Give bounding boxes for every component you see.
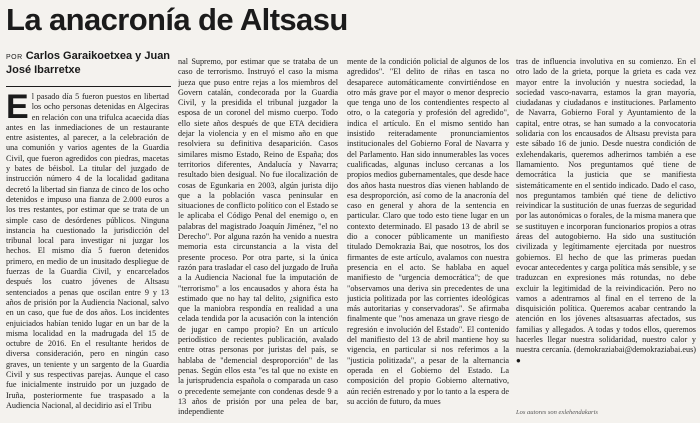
article-column-3: mente de la condición policial de algunos de los agredidos". "El delito de riñas en tasca no desaparece automáticamente convirtiéndose en otro más grave por el mayor o menor desprecio que tenga uno de los contendientes respecto al otro, o la categoría y profesión del agredido", indica el artículo. En el mismo sentido han insistido reiteradamente pronunciamientos institucionales del Gobierno Foral de Navarra y del Parlamento. Han sido innumerables las voces cualificadas, algunas incluso cercanas a los propios medios gubernamentales, que desde hace dos años hasta nuestros días vienen hablando de esa desproporción, así como de la anacronía del caso en general y ahora de la sentencia en particular. Claro que todo esto tiene lugar en un contexto determinado. El pasado 13 de abril se dio a conocer públicamente un manifiesto titulado Demokrazia Bai, que nosotros, los dos firmantes de este artículo, avalamos con nuestra presencia en el acto. Se hablaba en aquel manifiesto de "urgencia democrática"; de que "observamos una deriva sin precedentes de una justicia politizada por las corrientes ideológicas más autoritarias y conservadoras". Se afirmaba finalmente que "nos amenaza un grave riesgo de regresión e involución del Estado". El contenido del manifiesto del 13 de abril mantiene hoy su vigencia, en particular si nos referimos a la "justicia politizada", a pesar de la alternancia operada en el Gobierno del Estado. La composición del propio Gobierno alternativo, aún recién estrenado y por lo tanto a la espera de su acción de futuro, da mues xyxy=(347,57,509,406)
author-note: Los autores son exlehendakaris xyxy=(516,409,598,416)
byline xyxy=(6,50,176,77)
byline-authors: Carlos Garaikoetxea y Juan José Ibarretxe xyxy=(6,50,171,76)
article-column-4: tras de influencia involutiva en su comienzo. En el otro lado de la grieta, porque la grieta es cada vez mayor entre la involución y nuestra sociedad, la sociedad vasco-navarra, estamos la gran mayoría, ciudadanas y ciudadanos e instituciones. Parlamento de Navarra, Gobierno Foral y Ayuntamiento de la capital, entre otras, se han sumado a la convocatoria solidaria con los encausados de Altsasu prevista para este sábado 16 de junio. Desde nuestra condición de exlehendakaris, queremos adherirnos también a ese llamamiento. Nos preguntamos qué tiene de democrática la justicia que se manifiesta sistemáticamente en el sentido indicado. Dado el caso, nos preguntamos también qué tiene de delictivo reivindicar la sustitución de unas fuerzas de seguridad por las autonómicas o forales, de la misma manera que se sustituyen e incorporan funcionarios propios a otras áreas del autogobierno. Ha sido una sustitución civilizada y legítimamente ejercitada por nuestros gobiernos. El hecho de que las primeras puedan evocar antecedentes y carga política más sensible, y se traduzcan en expresiones más rotundas, no debe excluir la legitimidad de la reivindicación. Pero no vamos a adentrarnos al final en el terreno de la disquisición política. Queremos acabar centrando la atención en los jóvenes altsasuarras afectados, sus familias y allegados. A todas y todos ellos, queremos hacerles llegar nuestra solidaridad, nuestro calor y nuestra cercanía. (demokraziabai@demokraziabai.eus) ● xyxy=(516,57,696,365)
article-column-1 xyxy=(6,92,169,421)
article-column-2: nal Supremo, por estimar que se trataba de un caso de terrorismo. Instruyó el caso la misma jueza que puso entre rejas a los miembros del Govern catalán, condecorada por la Guardia Civil, y la presidida el tribunal juzgador la esposa de un coronel del mismo cuerpo. Todo ello siete años después de que ETA decidiera dejar la violencia y en el mismo año en que resolviera su definitiva desaparición. Casos similares mismo Estado, Reino de España; dos territorios diferentes, Andalucía y Navarra; resultado bien desigual. No fue ilocalización de cosas de Egunkaria en 2003, algún jurista dijo que a la población vasca peninsular en situaciones de conflicto político con el Estado se le aplicaba el Código Penal del enemigo o, en palabras del magistrado Joaquín Jiménez, "el no Derecho". Por alguna razón ha venido a nuestra memoria esta circunstancia a la vista del presente proceso. Por otra parte, si la única razón para trasladar el caso del juzgado de Iruña a la Audiencia Nacional fue la imputación de "terrorismo" a los encausados y ahora ésta ha estimado que no hay tal delito, ¿significa esto que la maniobra respondía en realidad a una celada tendida por la acusación con la intención de jugar en campo propio? En un artículo periodístico de recientes publicación, avalado entre otras personas por juristas del país, se hablaba de "demencial desproporción" de las penas. Según ellos esta "es tal que no existe en la jurisprudencia española o comparada un caso o precedente semejante con condenas desde 9 a 13 años de prisión por una pelea de bar, independiente xyxy=(178,57,338,417)
column-1-text: l pasado día 5 fueron puestos en libertad los ocho personas detenidas en Algeciras en relación con una trifulca acaecida días antes en las inmediaciones de un restaurante entre asistentes, al parecer, a la celebración de una comunión y varios agentes de la Guardia Civil, que fueron agredidos con piedras, macetas y bates de béisbol. La titular del juzgado de instrucción número 4 de la localidad gaditana decretó la libertad sin fianza de cinco de los ocho detenidos e impuso una fianza de 2.000 euros a los tres restantes, por estimar que se trata de un simple caso de desórdenes públicos. Ninguna instancia ha cuestionado la jurisdicción del tribunal local para investigar ni juzgar los hechos. El mismo día 5 fueron detenidos primero, en medio de un inusitado despliegue de fuerzas de la Guardia Civil, y encarcelados después los cuatro jóvenes de Altsasu sentenciados a penas que oscilan entre 9 y 13 años de prisión por la Audiencia Nacional, salvo en un caso, que fue de dos años. Los incidentes enjuiciados habían tenido lugar en un bar de la misma localidad en la madrugada del 15 de octubre de 2016. En el resultante heridos de diversa consideración, pero en ningún caso graves, un teniente y un sargento de la Guardia Civil y sus respectivas parejas. Aunque el caso fue inicialmente instruido por un juzgado de Iruña, posteriormente fue traspasado a la Audiencia Nacional, al decidirio así el Tribu xyxy=(6,92,169,410)
drop-cap: E xyxy=(6,92,29,126)
article-title: La anacronía de Altsasu xyxy=(6,2,348,37)
byline-divider xyxy=(6,86,171,87)
byline-prefix: POR xyxy=(6,54,23,61)
